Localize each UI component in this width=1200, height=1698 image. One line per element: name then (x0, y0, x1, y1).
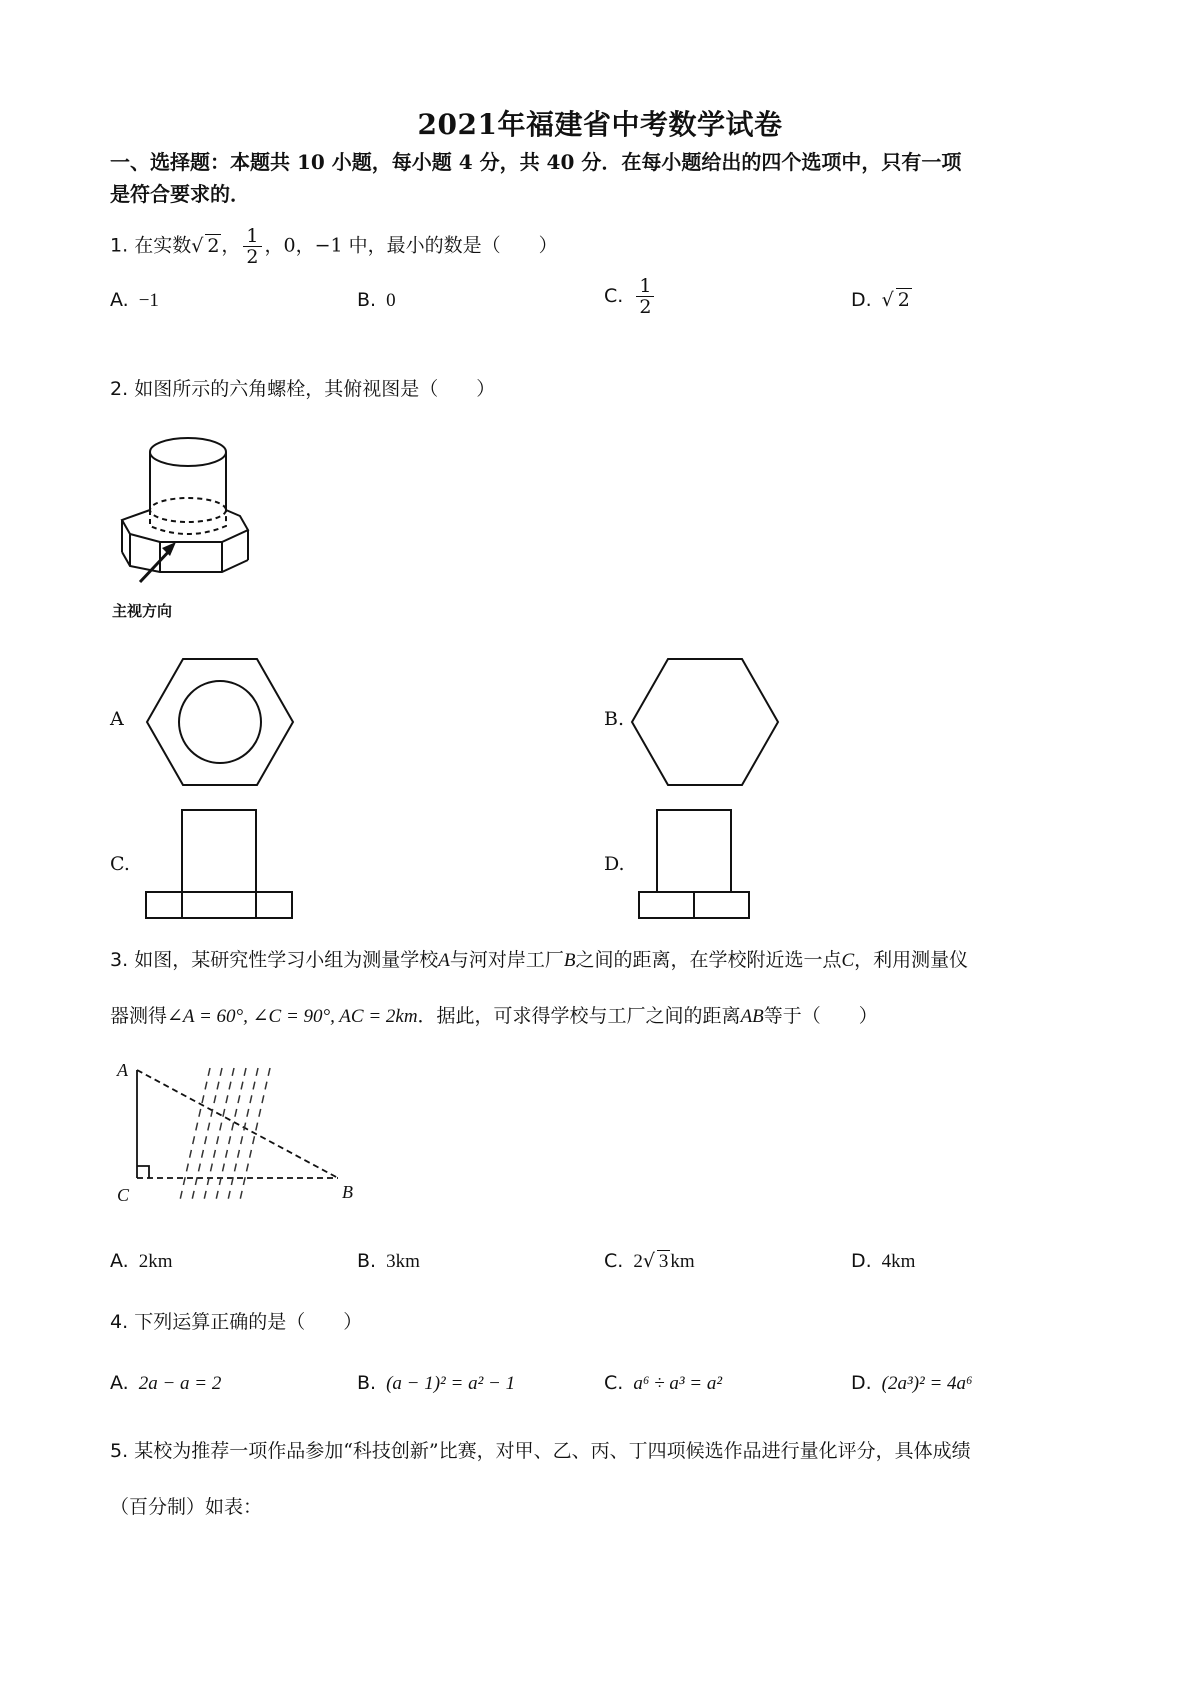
q4-option-a: A. 2a − a = 2 (110, 1372, 222, 1394)
q1-option-b: B. 0 (357, 289, 396, 311)
fraction: $\frac{1}{2}$ (243, 226, 261, 267)
vertex-label-b: B (342, 1182, 353, 1202)
vertex-label-a: A (117, 1060, 128, 1080)
q1-option-c: C. $\frac{1}{2}$ (604, 276, 657, 317)
q2-option-a-label: A (110, 708, 124, 730)
q4-option-b: B. (a − 1)² = a² − 1 (357, 1372, 516, 1394)
triangle-river-figure (110, 1050, 360, 1210)
q4-option-d: D. (2a³)² = 4a⁶ (851, 1372, 973, 1394)
question-5-line1: 5. 某校为推荐一项作品参加“科技创新”比赛，对甲、乙、丙、丁四项候选作品进行量化评分，具体成绩 (110, 1440, 971, 1462)
question-number: 3. (110, 949, 129, 971)
question-text: 如图所示的六角螺栓，其俯视图是（ ） (134, 378, 496, 400)
q2-option-c-figure (144, 808, 296, 920)
question-number: 1. (110, 234, 129, 257)
question-text: 在实数 (134, 234, 192, 257)
section-heading-line1: 一、选择题：本题共 10 小题，每小题 4 分，共 40 分．在每小题给出的四个选项中，只有一项 (110, 150, 962, 174)
vertex-label-c: C (117, 1185, 130, 1205)
q3-option-a: A. 2km (110, 1250, 173, 1272)
question-5-line2: （百分制）如表： (110, 1496, 263, 1518)
question-number: 4. (110, 1311, 129, 1333)
sqrt-expression: √ 3 (642, 1250, 669, 1272)
q4-option-c: C. a⁶ ÷ a³ = a² (604, 1372, 723, 1394)
question-text: 下列运算正确的是（ ） (134, 1311, 363, 1333)
sqrt-expression: √ 2 (191, 234, 220, 257)
view-direction-caption: 主视方向 (112, 602, 173, 620)
question-3-line1: 3. 如图，某研究性学习小组为测量学校A与河对岸工厂B之间的距离，在学校附近选一点C，利用测量仪 (110, 949, 969, 971)
q2-option-b-figure (630, 657, 780, 787)
section-heading (110, 146, 1100, 210)
q1-option-d: D. √ 2 (851, 289, 910, 311)
page-title: 2021年福建省中考数学试卷 (417, 108, 783, 141)
q2-option-b-label: B. (604, 708, 625, 730)
question-number: 5. (110, 1440, 129, 1462)
q3-option-c: C. 2√ 3 km (604, 1248, 695, 1275)
question-3-line2: 器测得∠A = 60°, ∠C = 90°, AC = 2km．据此，可求得学校与工厂之间的距离AB等于（ ） (110, 1005, 878, 1027)
question-2 (110, 377, 1100, 401)
question-number: 2. (110, 378, 129, 400)
q1-option-a: A. −1 (110, 289, 159, 311)
question-text: ，0，−1 中，最小的数是（ ） (264, 234, 558, 257)
fraction: $\frac{1}{2}$ (636, 276, 654, 317)
bolt-figure (110, 430, 290, 590)
sqrt-expression: √ 2 (881, 289, 910, 311)
q2-option-d-label: D. (604, 853, 625, 875)
q3-option-d: D. 4km (851, 1250, 916, 1272)
q2-option-a-figure (145, 657, 295, 787)
section-heading-line2: 是符合要求的． (110, 182, 250, 206)
question-1: 1. 在实数√ 2 ， $\frac{1}{2}$ ，0，−1 中，最小的数是（ ） (110, 225, 558, 268)
q2-option-d-figure (637, 808, 753, 920)
q3-option-b: B. 3km (357, 1250, 420, 1272)
q2-option-c-label: C. (110, 853, 130, 875)
question-4 (110, 1310, 1100, 1334)
